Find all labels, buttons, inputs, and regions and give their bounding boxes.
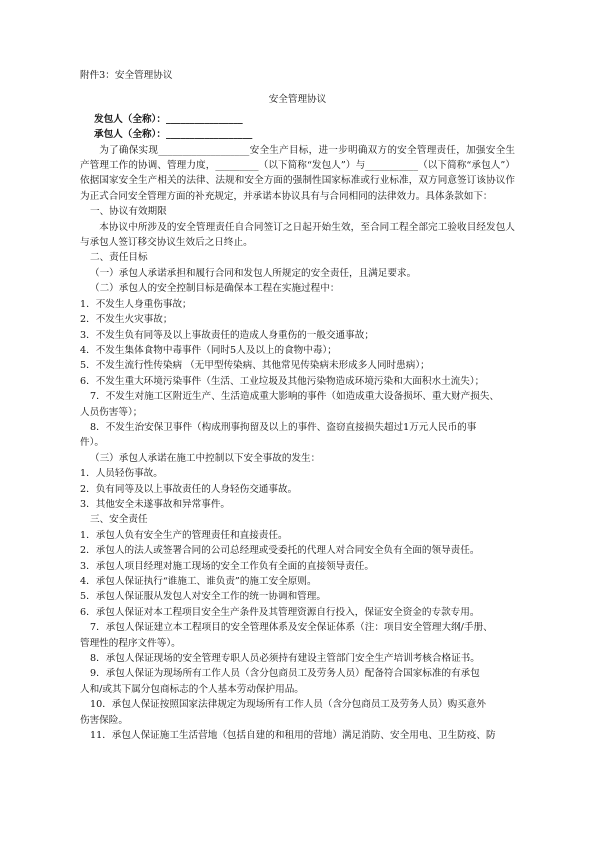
list-item: 2．不发生火灾事故； [80,314,173,326]
list-item: 8．不发生治安保卫事件（构成刑事拘留及以上的事件、盗窃直接损失超过1万元人民币的事 [90,421,477,433]
list-item: 7．不发生对施工区附近生产、生活造成重大影响的事件（如造成重大设备损坏、重大财产损失、 [90,391,500,403]
list-item: 8．承包人保证现场的安全管理专职人员必须持有建设主管部门安全生产培训考核合格证书。 [90,653,480,665]
list-item-continuation: 人员伤害等）； [80,406,143,418]
list-item: 1．不发生人身重伤事故； [80,298,192,310]
section-body: 本协议中所涉及的安全管理责任自合同签订之日起开始生效，至合同工程全部完工验收目经发包人与承包人签订移交协议生效后之日终止。 [80,221,515,249]
clause-paragraph: （二）承包人的安全控制目标是确保本工程在实施过程中： [90,283,340,295]
list-item: 3．其他安全未遂事故和异常事件。 [80,498,231,510]
clause-paragraph: （一）承包人承诺承担和履行合同和发包人所规定的安全责任，且满足要求。 [90,267,417,279]
attachment-label: 附件3：安全管理协议 [80,70,173,81]
intro-paragraph: 为了确保实现___________________安全生产目标，进一步明确双方的安全管理责任，加强安全生产管理工作的协调、管理力度，_________（以下简称“发包人”）与___________（以下简称“承包人”）依据国家安全生产相关的法律、法规和安全方面的强制性国家标准或行业标准，双方同意签订该协议作为正式合同安全管理方面的补充规定，并承诺本协议具有与合同相同的法律效力。具体条款如下： [80,144,515,202]
section-heading: 三、安全责任 [90,514,148,526]
list-item: 5．承包人保证服从发包人对安全工作的统一协调和管理。 [80,591,326,603]
list-item: 7．承包人保证建立本工程项目的安全管理体系及安全保证体系（注：项目安全管理大纲/手册、 [90,622,493,634]
list-item: 4．不发生集体食物中毒事件（同时5人及以上的食物中毒）； [80,344,337,356]
list-item: 3．不发生负有同等及以上事故责任的造成人身重伤的一般交通事故； [80,329,374,341]
list-item: 6．承包人保证对本工程项目安全生产条件及其管理资源自行投入，保证安全资金的专款专用。 [80,606,480,618]
list-item-continuation: 人和/或其下属分包商标志的个人基本劳动保护用品。 [80,683,304,695]
list-item: 2．承包人的法人或签署合同的公司总经理或受委托的代理人对合同安全负有全面的领导责任。 [80,545,480,557]
list-item-continuation: 管理性的程序文件等）。 [80,637,181,649]
list-item: 1．承包人负有安全生产的管理责任和直接责任。 [80,529,288,541]
page-title: 安全管理协议 [268,94,327,106]
list-item: 5．不发生流行性传染病 （无甲型传染病、其他常见传染病未形成多人同时患病）； [80,360,430,372]
list-item-continuation: 件）。 [80,437,104,449]
list-item: 9．承包人保证为现场所有工作人员（含分包商员工及劳务人员）配备符合国家标准的有承包 [90,668,480,680]
list-item: 4．承包人保证执行“谁施工、谁负责”的施工安全原则。 [80,576,317,587]
list-item: 3．承包人项目经理对施工现场的安全工作负有全面的直接领导责任。 [80,560,374,572]
list-item: 10．承包人保证按照国家法律规定为现场所有工作人员（含分包商员工及劳务人员）购买意外 [90,699,486,711]
list-item: 1．人员轻伤事故。 [80,468,163,480]
list-item: 2．负有同等及以上事故责任的人身轻伤交通事故。 [80,483,298,495]
list-item-continuation: 伤害保险。 [80,714,128,726]
list-item: 6．不发生重大环境污染事件（生活、工业垃圾及其他污染物造成环境污染和大面积水土流失）； [80,375,485,387]
contractor-field: 承包人（全称）：__________________ [94,129,253,141]
list-item: 11．承包人保证施工生活营地（包括自建的和租用的营地）满足消防、安全用电、卫生防疫、防 [90,730,496,742]
section-heading: 二、责任目标 [90,252,148,264]
section-heading: 一、协议有效期限 [90,206,167,218]
employer-field: 发包人（全称）：________________ [94,113,243,125]
clause-paragraph: （三）承包人承诺在施工中控制以下安全事故的发生： [90,452,321,464]
